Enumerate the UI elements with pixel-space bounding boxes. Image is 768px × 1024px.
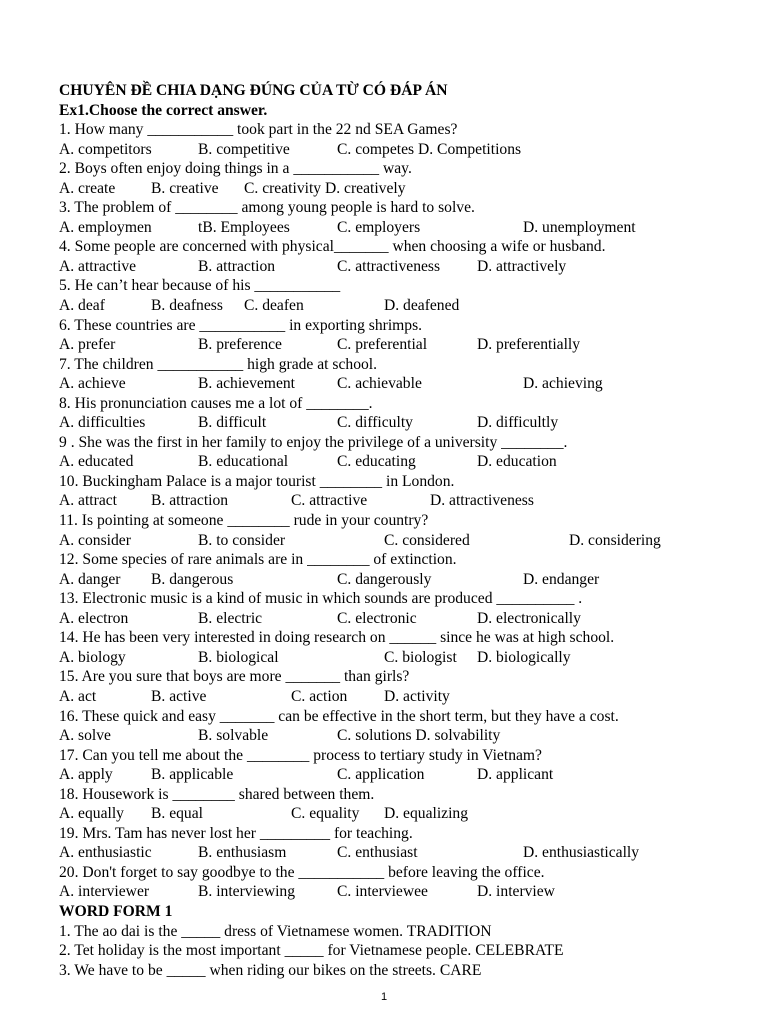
answer-options	[59, 882, 739, 902]
answer-option: B. interviewing	[198, 883, 296, 901]
answer-option: C. enthusiast	[337, 844, 418, 862]
answer-option: D. deafened	[384, 297, 460, 315]
answer-option: D. considering	[569, 531, 661, 549]
answer-option: D. unemployment	[523, 218, 636, 236]
answer-options	[59, 531, 739, 551]
answer-option: D. attractively	[477, 257, 567, 275]
answer-option: B. applicable	[151, 766, 234, 784]
answer-option: C. creativity D. creatively	[244, 179, 406, 197]
answer-option: B. to consider	[198, 531, 286, 549]
answer-option: A. apply	[59, 766, 113, 784]
question-text: 17. Can you tell me about the ________ process to tertiary study in Vietnam?	[59, 746, 542, 764]
word-form-item: 1. The ao dai is the _____ dress of Vietnamese women. TRADITION	[59, 922, 492, 940]
question-text: 1. How many ___________ took part in the 22 nd SEA Games?	[59, 121, 458, 139]
word-form-heading: WORD FORM 1	[59, 902, 173, 920]
question-text: 10. Buckingham Palace is a major tourist ________ in London.	[59, 472, 455, 490]
answer-option: A. solve	[59, 727, 111, 745]
answer-option: C. attractive	[291, 492, 368, 510]
answer-option: A. create	[59, 179, 116, 197]
answer-option: A. equally	[59, 805, 124, 823]
answer-option: D. applicant	[477, 766, 554, 784]
answer-options	[59, 765, 739, 785]
answer-option: A. interviewer	[59, 883, 150, 901]
answer-option: A. danger	[59, 570, 121, 588]
answer-option: A. prefer	[59, 336, 116, 354]
question-text: 4. Some people are concerned with physical_______ when choosing a wife or husband.	[59, 238, 606, 256]
answer-option: A. act	[59, 687, 97, 705]
answer-options	[59, 726, 739, 746]
answer-option: C. preferential	[337, 336, 428, 354]
answer-option: B. biological	[198, 648, 279, 666]
answer-option: A. competitors	[59, 140, 152, 158]
answer-options	[59, 452, 739, 472]
answer-option: A. electron	[59, 609, 129, 627]
question-text: 7. The children ___________ high grade at school.	[59, 355, 378, 373]
answer-options	[59, 257, 739, 277]
answer-option: D. attractiveness	[430, 492, 534, 510]
answer-option: A. attractive	[59, 257, 137, 275]
answer-option: C. competes D. Competitions	[337, 140, 522, 158]
answer-option: A. educated	[59, 453, 134, 471]
answer-option: B. educational	[198, 453, 289, 471]
answer-option: C. interviewee	[337, 883, 428, 901]
answer-option: C. attractiveness	[337, 257, 441, 275]
answer-option: C. action	[291, 687, 348, 705]
question-text: 19. Mrs. Tam has never lost her _________ for teaching.	[59, 824, 413, 842]
answer-options	[59, 140, 739, 160]
answer-option: B. active	[151, 687, 207, 705]
answer-option: D. biologically	[477, 648, 571, 666]
answer-option: B. difficult	[198, 414, 267, 432]
answer-options	[59, 843, 739, 863]
answer-options	[59, 687, 739, 707]
answer-option: C. difficulty	[337, 414, 413, 432]
question-text: 12. Some species of rare animals are in ________ of extinction.	[59, 551, 457, 569]
answer-option: B. attraction	[198, 257, 276, 275]
answer-option: C. biologist	[384, 648, 457, 666]
question-text: 9 . She was the first in her family to enjoy the privilege of a university ________.	[59, 433, 568, 451]
word-form-item: 2. Tet holiday is the most important _____ for Vietnamese people. CELEBRATE	[59, 942, 564, 960]
page-number: 1	[380, 991, 388, 1003]
answer-options	[59, 218, 739, 238]
answer-options	[59, 335, 739, 355]
answer-option: D. electronically	[477, 609, 581, 627]
answer-option: B. electric	[198, 609, 263, 627]
question-text: 18. Housework is ________ shared between them.	[59, 785, 375, 803]
answer-option: C. educating	[337, 453, 416, 471]
answer-option: D. education	[477, 453, 557, 471]
answer-option: A. achieve	[59, 375, 126, 393]
answer-options	[59, 609, 739, 629]
word-form-item: 3. We have to be _____ when riding our bikes on the streets. CARE	[59, 961, 482, 979]
question-text: 5. He can’t hear because of his ___________	[59, 277, 341, 295]
question-text: 16. These quick and easy _______ can be effective in the short term, but they have a cost.	[59, 707, 619, 725]
answer-option: B. competitive	[198, 140, 290, 158]
answer-option: B. creative	[151, 179, 219, 197]
answer-option: C. equality	[291, 805, 360, 823]
answer-options	[59, 374, 739, 394]
answer-option: C. dangerously	[337, 570, 432, 588]
answer-option: C. employers	[337, 218, 421, 236]
answer-option: B. solvable	[198, 727, 269, 745]
answer-options	[59, 179, 739, 199]
answer-option: C. deafen	[244, 297, 304, 315]
question-text: 11. Is pointing at someone ________ rude in your country?	[59, 512, 429, 530]
answer-option: D. achieving	[523, 375, 603, 393]
answer-option: A. enthusiastic	[59, 844, 152, 862]
answer-option: D. enthusiastically	[523, 844, 640, 862]
answer-option: B. deafness	[151, 297, 223, 315]
question-text: 2. Boys often enjoy doing things in a ___________ way.	[59, 160, 412, 178]
answer-option: C. achievable	[337, 375, 422, 393]
answer-option: D. difficultly	[477, 414, 559, 432]
answer-option: B. preference	[198, 336, 282, 354]
question-text: 15. Are you sure that boys are more _______ than girls?	[59, 668, 410, 686]
answer-option: B. enthusiasm	[198, 844, 287, 862]
question-list	[59, 120, 739, 902]
answer-option: A. biology	[59, 648, 126, 666]
question-text: 13. Electronic music is a kind of music in which sounds are produced __________ .	[59, 590, 583, 608]
answer-option: B. attraction	[151, 492, 229, 510]
answer-option: C. considered	[384, 531, 470, 549]
answer-option: B. equal	[151, 805, 203, 823]
answer-options	[59, 570, 739, 590]
answer-option: tB. Employees	[198, 218, 290, 236]
answer-option: B. achievement	[198, 375, 295, 393]
exercise-heading: Ex1.Choose the correct answer.	[59, 101, 268, 119]
answer-option: A. difficulties	[59, 414, 146, 432]
answer-options	[59, 648, 739, 668]
answer-options	[59, 296, 739, 316]
answer-options	[59, 804, 739, 824]
answer-option: A. deaf	[59, 297, 105, 315]
answer-option: A. attract	[59, 492, 118, 510]
document-title: CHUYÊN ĐỀ CHIA DẠNG ĐÚNG CỦA TỪ CÓ ĐÁP ÁN	[59, 82, 448, 99]
question-text: 8. His pronunciation causes me a lot of ________.	[59, 394, 373, 412]
answer-option: D. endanger	[523, 570, 600, 588]
question-text: 14. He has been very interested in doing research on ______ since he was at high school.	[59, 629, 615, 647]
document-page	[59, 81, 739, 980]
answer-option: B. dangerous	[151, 570, 234, 588]
answer-option: D. equalizing	[384, 805, 469, 823]
word-form-list	[59, 922, 739, 981]
answer-option: A. consider	[59, 531, 131, 549]
answer-option: A. employmen	[59, 218, 152, 236]
answer-option: C. electronic	[337, 609, 417, 627]
answer-options	[59, 491, 739, 511]
question-text: 3. The problem of ________ among young people is hard to solve.	[59, 199, 475, 217]
answer-option: C. solutions D. solvability	[337, 727, 501, 745]
question-text: 6. These countries are ___________ in exporting shrimps.	[59, 316, 423, 334]
question-text: 20. Don't forget to say goodbye to the ___________ before leaving the office.	[59, 863, 545, 881]
answer-option: C. application	[337, 766, 425, 784]
answer-option: D. preferentially	[477, 336, 581, 354]
answer-options	[59, 413, 739, 433]
answer-option: D. activity	[384, 687, 450, 705]
answer-option: D. interview	[477, 883, 555, 901]
